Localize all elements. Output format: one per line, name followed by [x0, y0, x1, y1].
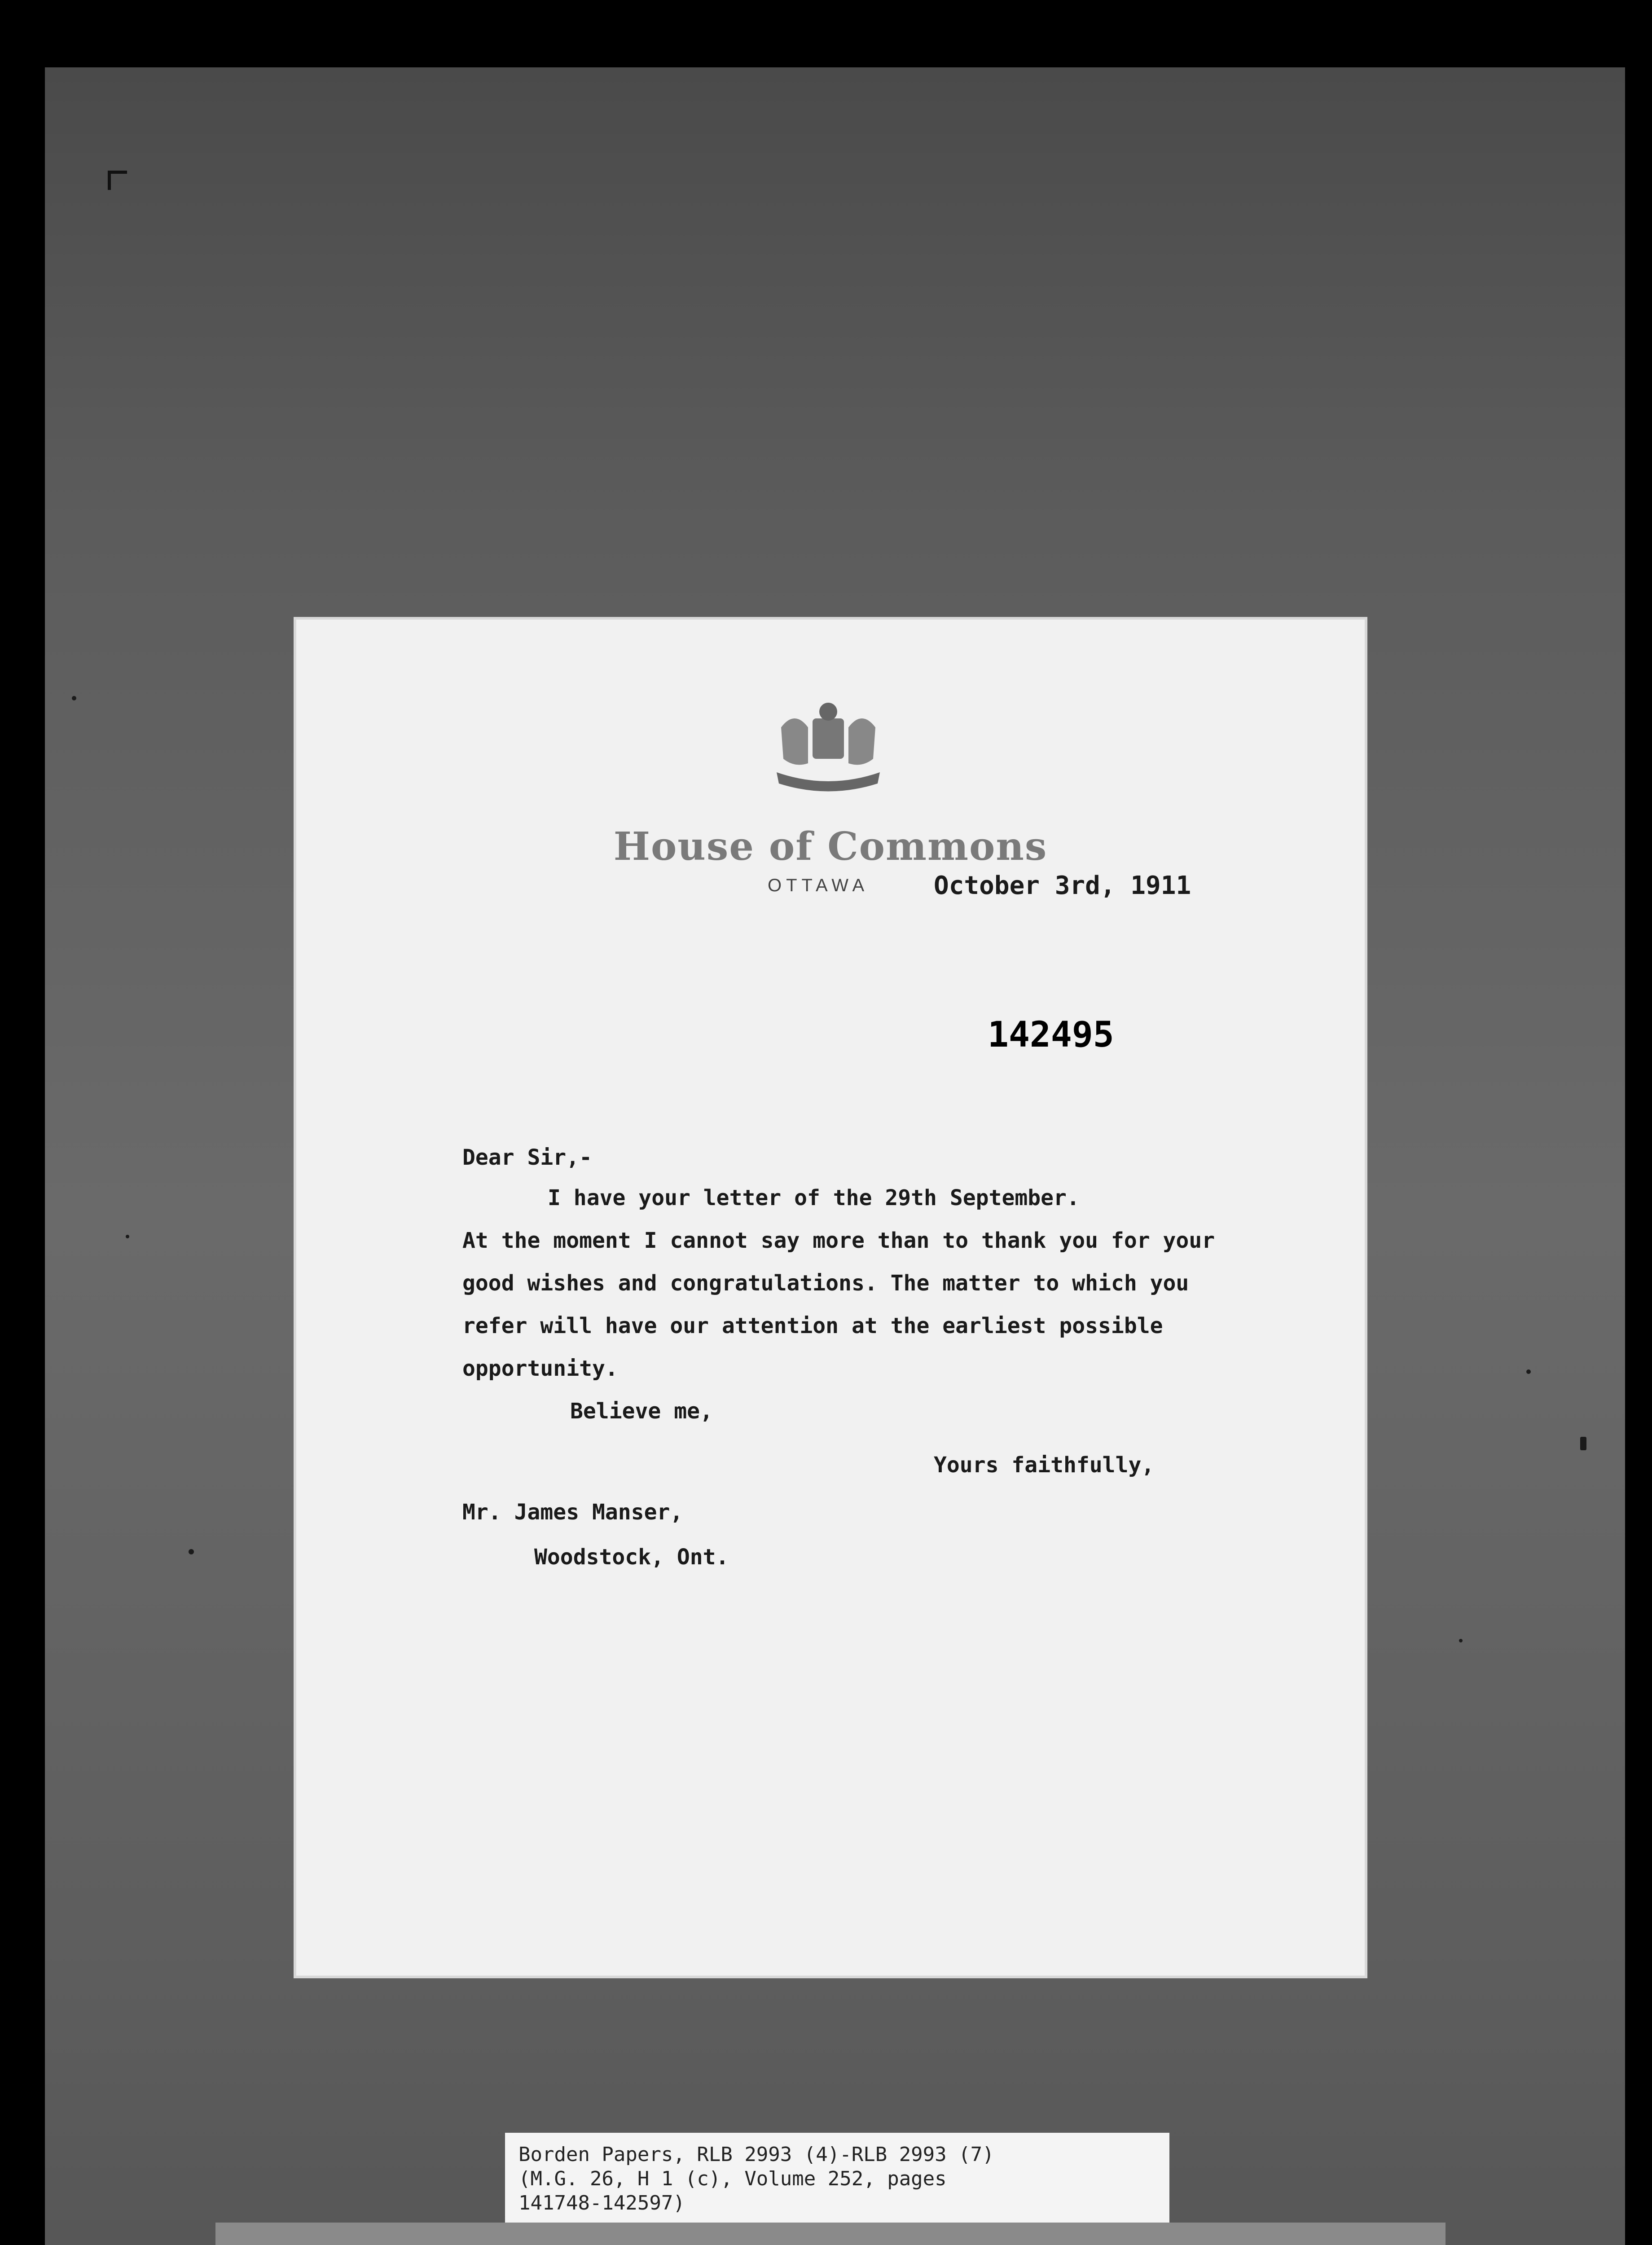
letter-page: [296, 620, 1365, 1976]
coat-of-arms-icon: [763, 700, 893, 804]
letterhead-city: OTTAWA: [768, 876, 869, 895]
body-line: At the moment I cannot say more than to thank you for your: [462, 1228, 1215, 1253]
film-speck: [1580, 1437, 1586, 1450]
film-speck: [1526, 1369, 1531, 1374]
film-speck: [853, 337, 880, 355]
closing-line: Believe me,: [570, 1399, 713, 1424]
film-speck: [126, 1235, 129, 1238]
citation-label: [505, 2133, 1169, 2227]
salutation: Dear Sir,-: [462, 1145, 592, 1170]
recipient-name: Mr. James Manser,: [462, 1500, 683, 1525]
citation-line: (M.G. 26, H 1 (c), Volume 252, pages: [518, 2167, 947, 2190]
body-line: I have your letter of the 29th September.: [548, 1185, 1080, 1211]
document-number-stamp: 142495: [988, 1015, 1114, 1055]
body-line: opportunity.: [462, 1356, 618, 1381]
film-speck: [189, 1549, 194, 1554]
body-line: refer will have our attention at the earliest possible: [462, 1313, 1163, 1338]
recipient-place: Woodstock, Ont.: [534, 1545, 729, 1570]
film-speck: [72, 696, 76, 700]
citation-line: 141748-142597): [518, 2192, 685, 2214]
letterhead-title: House of Commons: [613, 824, 1048, 869]
corner-registration-mark: [108, 171, 127, 190]
body-line: good wishes and congratulations. The matter to which you: [462, 1271, 1189, 1296]
letter-date: October 3rd, 1911: [934, 871, 1191, 900]
citation-line: Borden Papers, RLB 2993 (4)-RLB 2993 (7): [518, 2143, 994, 2166]
archive-card-holder: [215, 2223, 1446, 2245]
film-speck: [1459, 1639, 1463, 1642]
signoff-line: Yours faithfully,: [934, 1453, 1155, 1478]
